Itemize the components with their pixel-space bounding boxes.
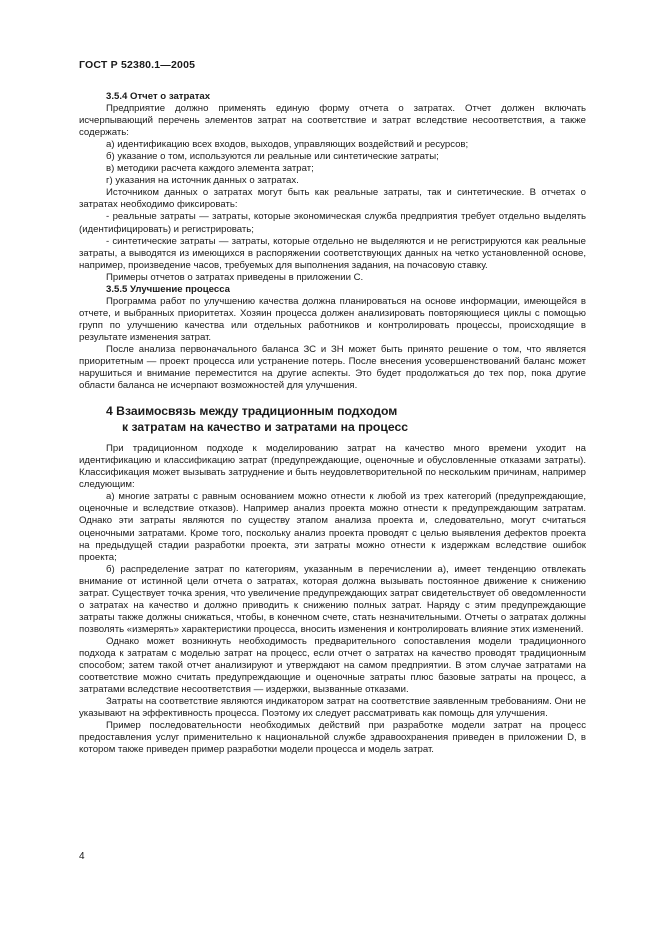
list-item: а) идентификацию всех входов, выходов, управляющих воздействий и ресурсов; [106,139,469,151]
section-4-heading-line1: 4 Взаимосвязь между традиционным подходом [106,404,398,419]
section-3-5-4-heading: 3.5.4 Отчет о затратах [106,91,211,102]
paragraph: Примеры отчетов о затратах приведены в приложении С. [106,271,364,283]
paragraph: При традиционном подходе к моделированию затрат на качество много времени уходит на идентификацию и классификацию затрат (предупреждающие, оценочные и обусловленные отказами затраты). Классификация может вызывать затруднение и быть неудовлетворительной по нескольким причинам, например следующим: [79,443,586,491]
document-body [79,91,586,756]
dash-list-item: - синтетические затраты — затраты, которые отдельно не выделяются и не регистрируются как реальные затраты, а выводятся из имеющихся в распоряжении соответствующих данных на четко установленной основе, например, произведение часов, требуемых для выполнения задания, на почасовую ставку. [79,235,586,271]
list-item: в) методики расчета каждого элемента затрат; [106,163,314,175]
paragraph: Затраты на соответствие являются индикатором затрат на соответствие заявленным требованиям. Они не указывают на эффективность процесса. Поэтому их следует рассматривать как помощь для улучшения. [79,696,586,720]
paragraph: Пример последовательности необходимых действий при разработке модели затрат на процесс предоставления услуг применительно к национальной службе здравоохранения приведен в приложении D, в котором также приведен пример разработки модели процесса и модель затрат. [79,720,586,756]
document-code-header: ГОСТ Р 52380.1—2005 [79,59,196,71]
paragraph: Программа работ по улучшению качества должна планироваться на основе информации, имеющейся в отчете, и выбранных приоритетах. Хозяин процесса должен анализировать повторяющиеся циклы с помощью групп по улучшению качества или отдельных работников и контролировать процессы, происходящие в результате изменения затрат. [79,295,586,343]
section-4-heading-line2: к затратам на качество и затратами на процесс [122,420,409,435]
paragraph: Источником данных о затратах могут быть как реальные затраты, так и синтетические. В отчетах о затратах необходимо фиксировать: [79,187,586,211]
list-item: б) распределение затрат по категориям, указанным в перечислении а), имеет тенденцию отвлекать внимание от истинной цели отчета о затратах, которая должна вызывать постоянное движение к снижению затрат. Существует точка зрения, что увеличение предупреждающих затрат свидетельствует об оведомленности о затратах на качество и должно приводить к снижению полных затрат. Наряду с этим предупреждающие затраты также должны снижаться, чтобы, в конечном счете, стать незначительными. Отчеты о затратах должны позволять «измерять» характеристики процесса, вносить изменения и контролировать влияние этих изменений. [79,563,586,635]
list-item: а) многие затраты с равным основанием можно отнести к любой из трех категорий (предупреждающие, оценочные и вследствие отказов). Например анализ проекта можно отнести к предупреждающим затратам. Однако эти затраты являются по существу этапом анализа проекта и, следовательно, могут считаться оценочными затратами. Кроме того, поскольку анализ проекта проводят с целью выявления дефектов проекта на предыдущей стадии разработки проекта, эти затраты можно отнести к издержкам вследствие ошибок проекта; [79,491,586,563]
list-item: б) указание о том, используются ли реальные или синтетические затраты; [106,151,439,163]
dash-list-item: - реальные затраты — затраты, которые экономическая служба предприятия требует отдельно выделять (идентифицировать) и регистрировать; [79,211,586,235]
paragraph: Предприятие должно применять единую форму отчета о затратах. Отчет должен включать исчерпывающий перечень элементов затрат на соответствие и затрат вследствие несоответствия, а также содержать: [79,103,586,139]
paragraph: После анализа первоначального баланса ЗС и ЗН может быть принято решение о том, что является приоритетным — проект процесса или устранение потерь. После внесения усовершенствований баланс может нарушиться и внимание переместится на другие аспекты. Это будет продолжаться до тех пор, пока другие области баланса не исчерпают возможностей для улучшения. [79,343,586,392]
section-4-heading [106,403,586,435]
paragraph: Однако может возникнуть необходимость предварительного сопоставления модели традиционного подхода к затратам с моделью затрат на процесс, если отчет о затратах на качество проводят традиционным способом; затем такой отчет анализируют и утверждают на самом предприятии. В этом случае затратами на соответствие можно считать предупреждающие и оценочные затраты плюс базовые затраты на процесс, а затратами вследствие несоответствия — издержки, вызванные отказами. [79,635,586,696]
section-3-5-5-heading: 3.5.5 Улучшение процесса [106,283,231,295]
list-item: г) указания на источник данных о затратах. [106,175,299,187]
page-number: 4 [79,851,85,862]
